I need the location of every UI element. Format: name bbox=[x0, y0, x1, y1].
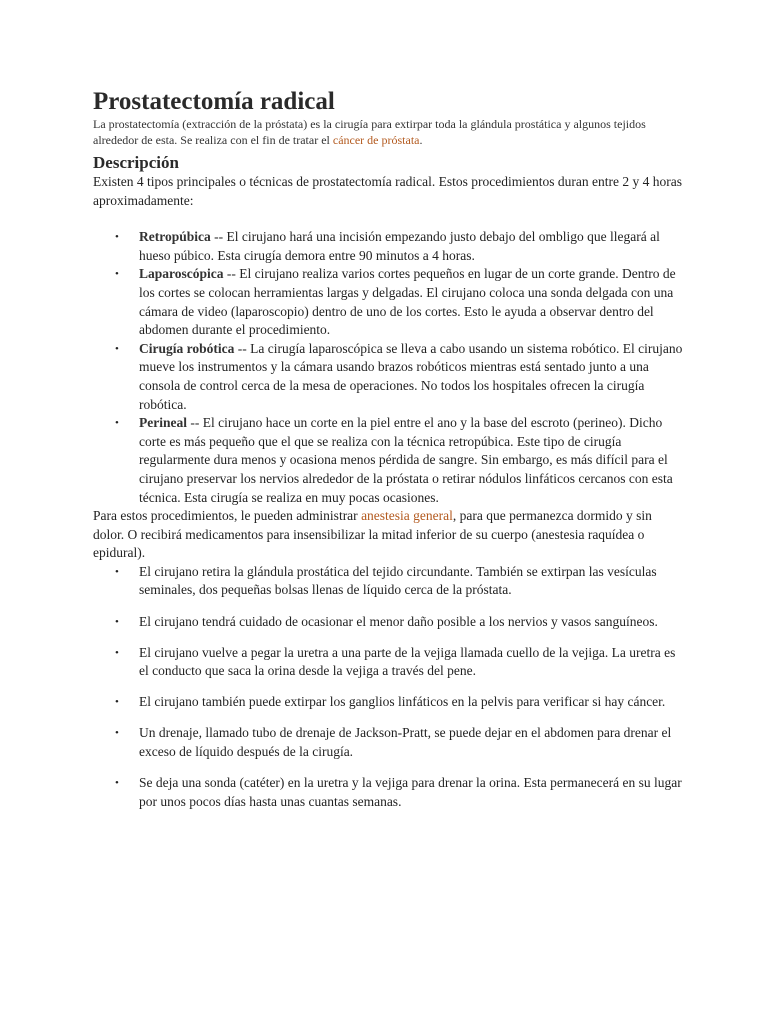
list-item bbox=[93, 693, 683, 712]
bullet-icon: • bbox=[115, 342, 119, 355]
bullet-icon: • bbox=[115, 727, 119, 740]
bullet-icon: • bbox=[115, 417, 119, 430]
list-item bbox=[93, 228, 683, 265]
list-item bbox=[93, 414, 683, 507]
intro-paragraph bbox=[93, 116, 683, 148]
description-paragraph: Existen 4 tipos principales o técnicas de prostatectomía radical. Estos procedimientos duran entre 2 y 4 horas aproximadamente: bbox=[93, 174, 682, 208]
technique-term: Perineal bbox=[139, 415, 187, 431]
step-text: El cirujano también puede extirpar los ganglios linfáticos en la pelvis para verificar si hay cáncer. bbox=[139, 694, 666, 710]
list-item bbox=[93, 644, 683, 681]
list-item bbox=[93, 265, 683, 339]
anesthesia-before: Para estos procedimientos, le pueden administrar bbox=[93, 508, 362, 524]
intro-text: La prostatectomía (extracción de la próstata) es la cirugía para extirpar toda la glándula prostática y algunos tejidos alrededor de esta. Se realiza con el fin de tratar el bbox=[93, 117, 646, 147]
step-text: Un drenaje, llamado tubo de drenaje de Jackson-Pratt, se puede dejar en el abdomen para drenar el exceso de líquido después de la cirugía. bbox=[139, 725, 672, 760]
prostate-cancer-link[interactable]: cáncer de próstata bbox=[332, 133, 420, 147]
technique-text: -- La cirugía laparoscópica se lleva a cabo usando un sistema robótico. El cirujano mueve los instrumentos y la cámara usando brazos robóticos mientras está sentado junto a una consola de control cerca de la mesa de operaciones. No todos los hospitales ofrecen la cirugía robótica. bbox=[139, 340, 683, 412]
technique-list bbox=[93, 228, 683, 507]
bullet-icon: • bbox=[115, 777, 119, 790]
anesthesia-after: , para que permanezca dormido y sin dolor. O recibirá medicamentos para insensibilizar la mitad inferior de su cuerpo (anestesia raquídea o epidural). bbox=[93, 508, 652, 561]
technique-text: -- El cirujano realiza varios cortes pequeños en lugar de un corte grande. Dentro de los cortes se colocan herramientas largas y delgadas. El cirujano coloca una sonda delgada con una cámara de video (laparoscopio) dentro de uno de los cortes. Esto le ayuda a observar dentro del abdomen durante el procedimiento. bbox=[139, 266, 676, 338]
bullet-icon: • bbox=[115, 231, 119, 244]
bullet-icon: • bbox=[115, 696, 119, 709]
step-text: El cirujano tendrá cuidado de ocasionar el menor daño posible a los nervios y vasos sanguíneos. bbox=[139, 613, 658, 629]
page-title: Prostatectomía radical bbox=[93, 88, 335, 115]
list-item bbox=[93, 563, 683, 600]
technique-term: Retropúbica bbox=[139, 229, 211, 245]
bullet-icon: • bbox=[115, 565, 119, 578]
bullet-icon: • bbox=[115, 615, 119, 628]
general-anesthesia-link[interactable]: anestesia general bbox=[361, 508, 453, 524]
technique-text: -- El cirujano hará una incisión empezando justo debajo del ombligo que llegará al hueso púbico. Esta cirugía demora entre 90 minutos a 4 horas. bbox=[139, 229, 660, 263]
technique-term: Cirugía robótica bbox=[139, 340, 235, 356]
procedure-steps-list bbox=[93, 563, 683, 811]
anesthesia-paragraph bbox=[93, 507, 683, 563]
list-item bbox=[93, 724, 683, 761]
technique-text: -- El cirujano hace un corte en la piel entre el ano y la base del escroto (perineo). Dicho corte es más pequeño que el que se realiza con la técnica retropúbica. Este tipo de cirugía regularmente dura menos y ocasiona menos pérdida de sangre. Sin embargo, es más difícil para el cirujano preservar los nervios alrededor de la próstata o retirar nódulos linfáticos cercanos con esta técnica. Esta cirugía se realiza en muy pocas ocasiones. bbox=[139, 415, 673, 505]
technique-term: Laparoscópica bbox=[139, 266, 224, 282]
intro-end: . bbox=[419, 133, 423, 147]
list-item bbox=[93, 340, 683, 414]
bullet-icon: • bbox=[115, 646, 119, 659]
list-item bbox=[93, 613, 683, 632]
bullet-icon: • bbox=[115, 268, 119, 281]
step-text: El cirujano retira la glándula prostática del tejido circundante. También se extirpan las vesículas seminales, dos pequeñas bolsas llenas de líquido cerca de la próstata. bbox=[139, 563, 657, 598]
step-text: Se deja una sonda (catéter) en la uretra y la vejiga para drenar la orina. Esta permanecerá en su lugar por unos pocos días hasta unas cuantas semanas. bbox=[139, 775, 682, 809]
list-item bbox=[93, 774, 683, 811]
document-page bbox=[93, 88, 683, 811]
step-text: El cirujano vuelve a pegar la uretra a una parte de la vejiga llamada cuello de la vejiga. La uretra es el conducto que saca la orina desde la vejiga a través del pene. bbox=[139, 644, 676, 679]
section-heading: Descripción bbox=[93, 153, 179, 172]
